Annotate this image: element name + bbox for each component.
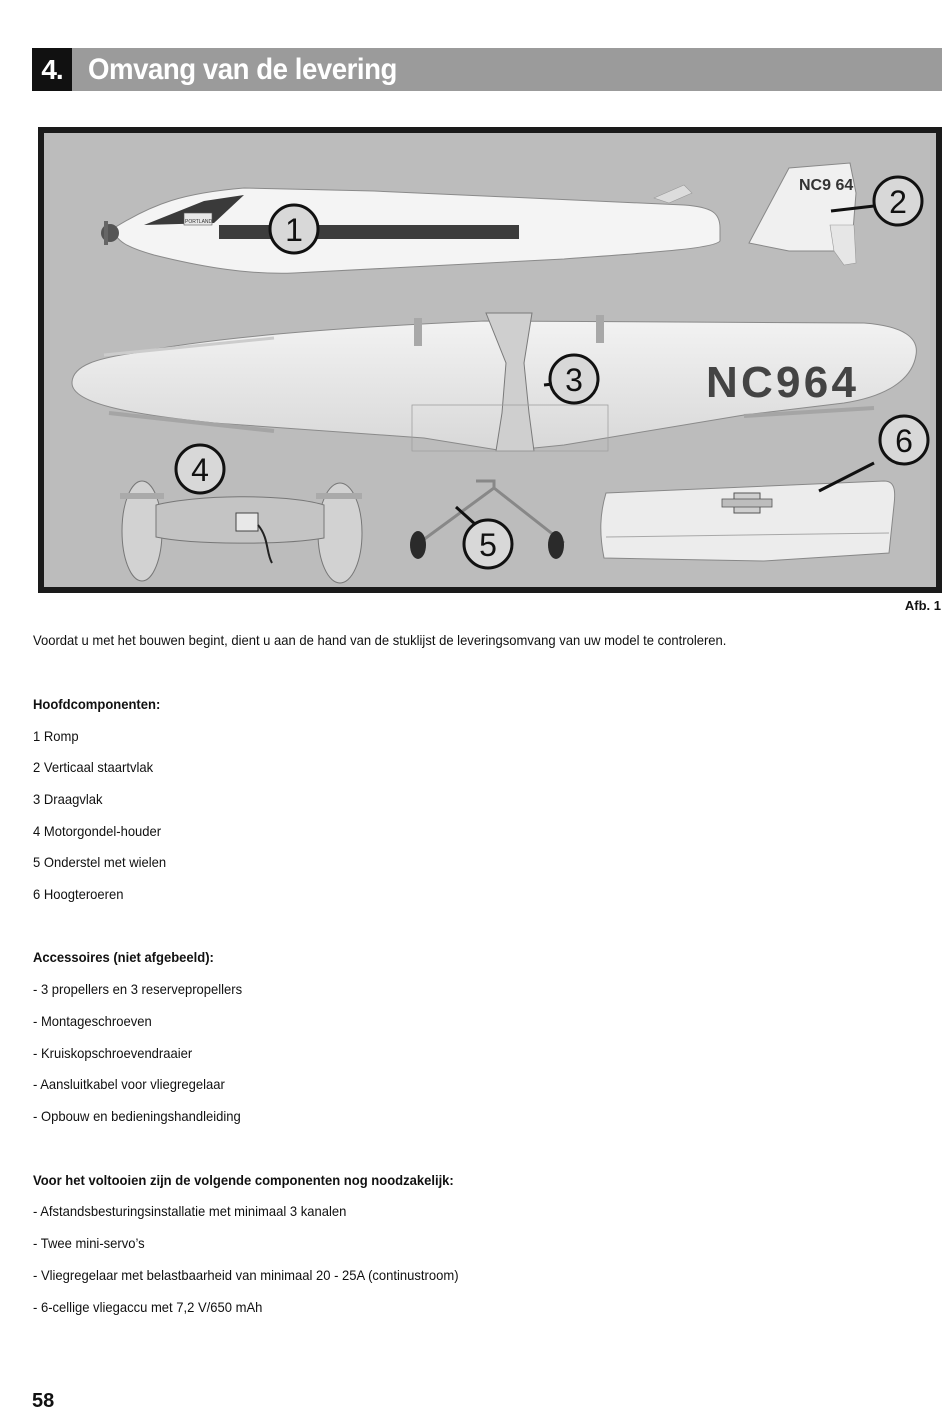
list-item: 3 Draagvlak (33, 791, 103, 807)
parts-photo (38, 127, 942, 593)
list-item: 5 Onderstel met wielen (33, 854, 167, 870)
list-item: - Kruiskopschroevendraaier (33, 1045, 193, 1061)
required-heading: Voor het voltooien zijn de volgende componenten nog noodzakelijk: (33, 1172, 454, 1188)
main-components-heading: Hoofdcomponenten: (33, 696, 161, 712)
svg-text:4: 4 (191, 452, 209, 488)
list-item: - 6-cellige vliegaccu met 7,2 V/650 mAh (33, 1299, 263, 1315)
callout-1 (270, 205, 318, 253)
list-item: - Aansluitkabel voor vliegregelaar (33, 1076, 225, 1092)
list-item: 6 Hoogteroeren (33, 886, 124, 902)
section-title: Omvang van de levering (88, 52, 397, 86)
figure-caption: Afb. 1 (904, 598, 941, 613)
list-item: - Montageschroeven (33, 1013, 152, 1029)
list-item: 4 Motorgondel-houder (33, 823, 162, 839)
svg-text:6: 6 (895, 423, 913, 459)
svg-text:3: 3 (565, 362, 583, 398)
list-item: - Vliegregelaar met belastbaarheid van minimaal 20 - 25A (continustroom) (33, 1267, 459, 1283)
list-item: - Afstandsbesturingsinstallatie met minimaal 3 kanalen (33, 1203, 347, 1219)
callout-4 (176, 445, 224, 493)
list-item: 1 Romp (33, 728, 79, 744)
fuselage-label: PORTLAND (185, 219, 213, 225)
section-header (32, 48, 942, 91)
svg-text:2: 2 (889, 184, 907, 220)
accessories-heading: Accessoires (niet afgebeeld): (33, 949, 214, 965)
tail-marking: NC9 64 (799, 177, 854, 194)
list-item: 2 Verticaal staartvlak (33, 759, 154, 775)
svg-text:1: 1 (285, 212, 303, 248)
list-item: - Twee mini-servo’s (33, 1235, 145, 1251)
wing-marking: NC964 (706, 358, 856, 407)
callout-6 (880, 416, 928, 464)
intro-paragraph: Voordat u met het bouwen begint, dient u aan de hand van de stuklijst de leveringsomvang van uw model te controleren. (33, 632, 727, 648)
callout-2 (874, 177, 922, 225)
page-number: 58 (32, 1390, 55, 1412)
section-number: 4. (32, 48, 72, 91)
list-item: - Opbouw en bedieningshandleiding (33, 1108, 241, 1124)
callout-3 (550, 355, 598, 403)
callout-5 (464, 520, 512, 568)
svg-text:5: 5 (479, 527, 497, 563)
list-item: - 3 propellers en 3 reservepropellers (33, 981, 243, 997)
elevator-part (601, 481, 895, 561)
